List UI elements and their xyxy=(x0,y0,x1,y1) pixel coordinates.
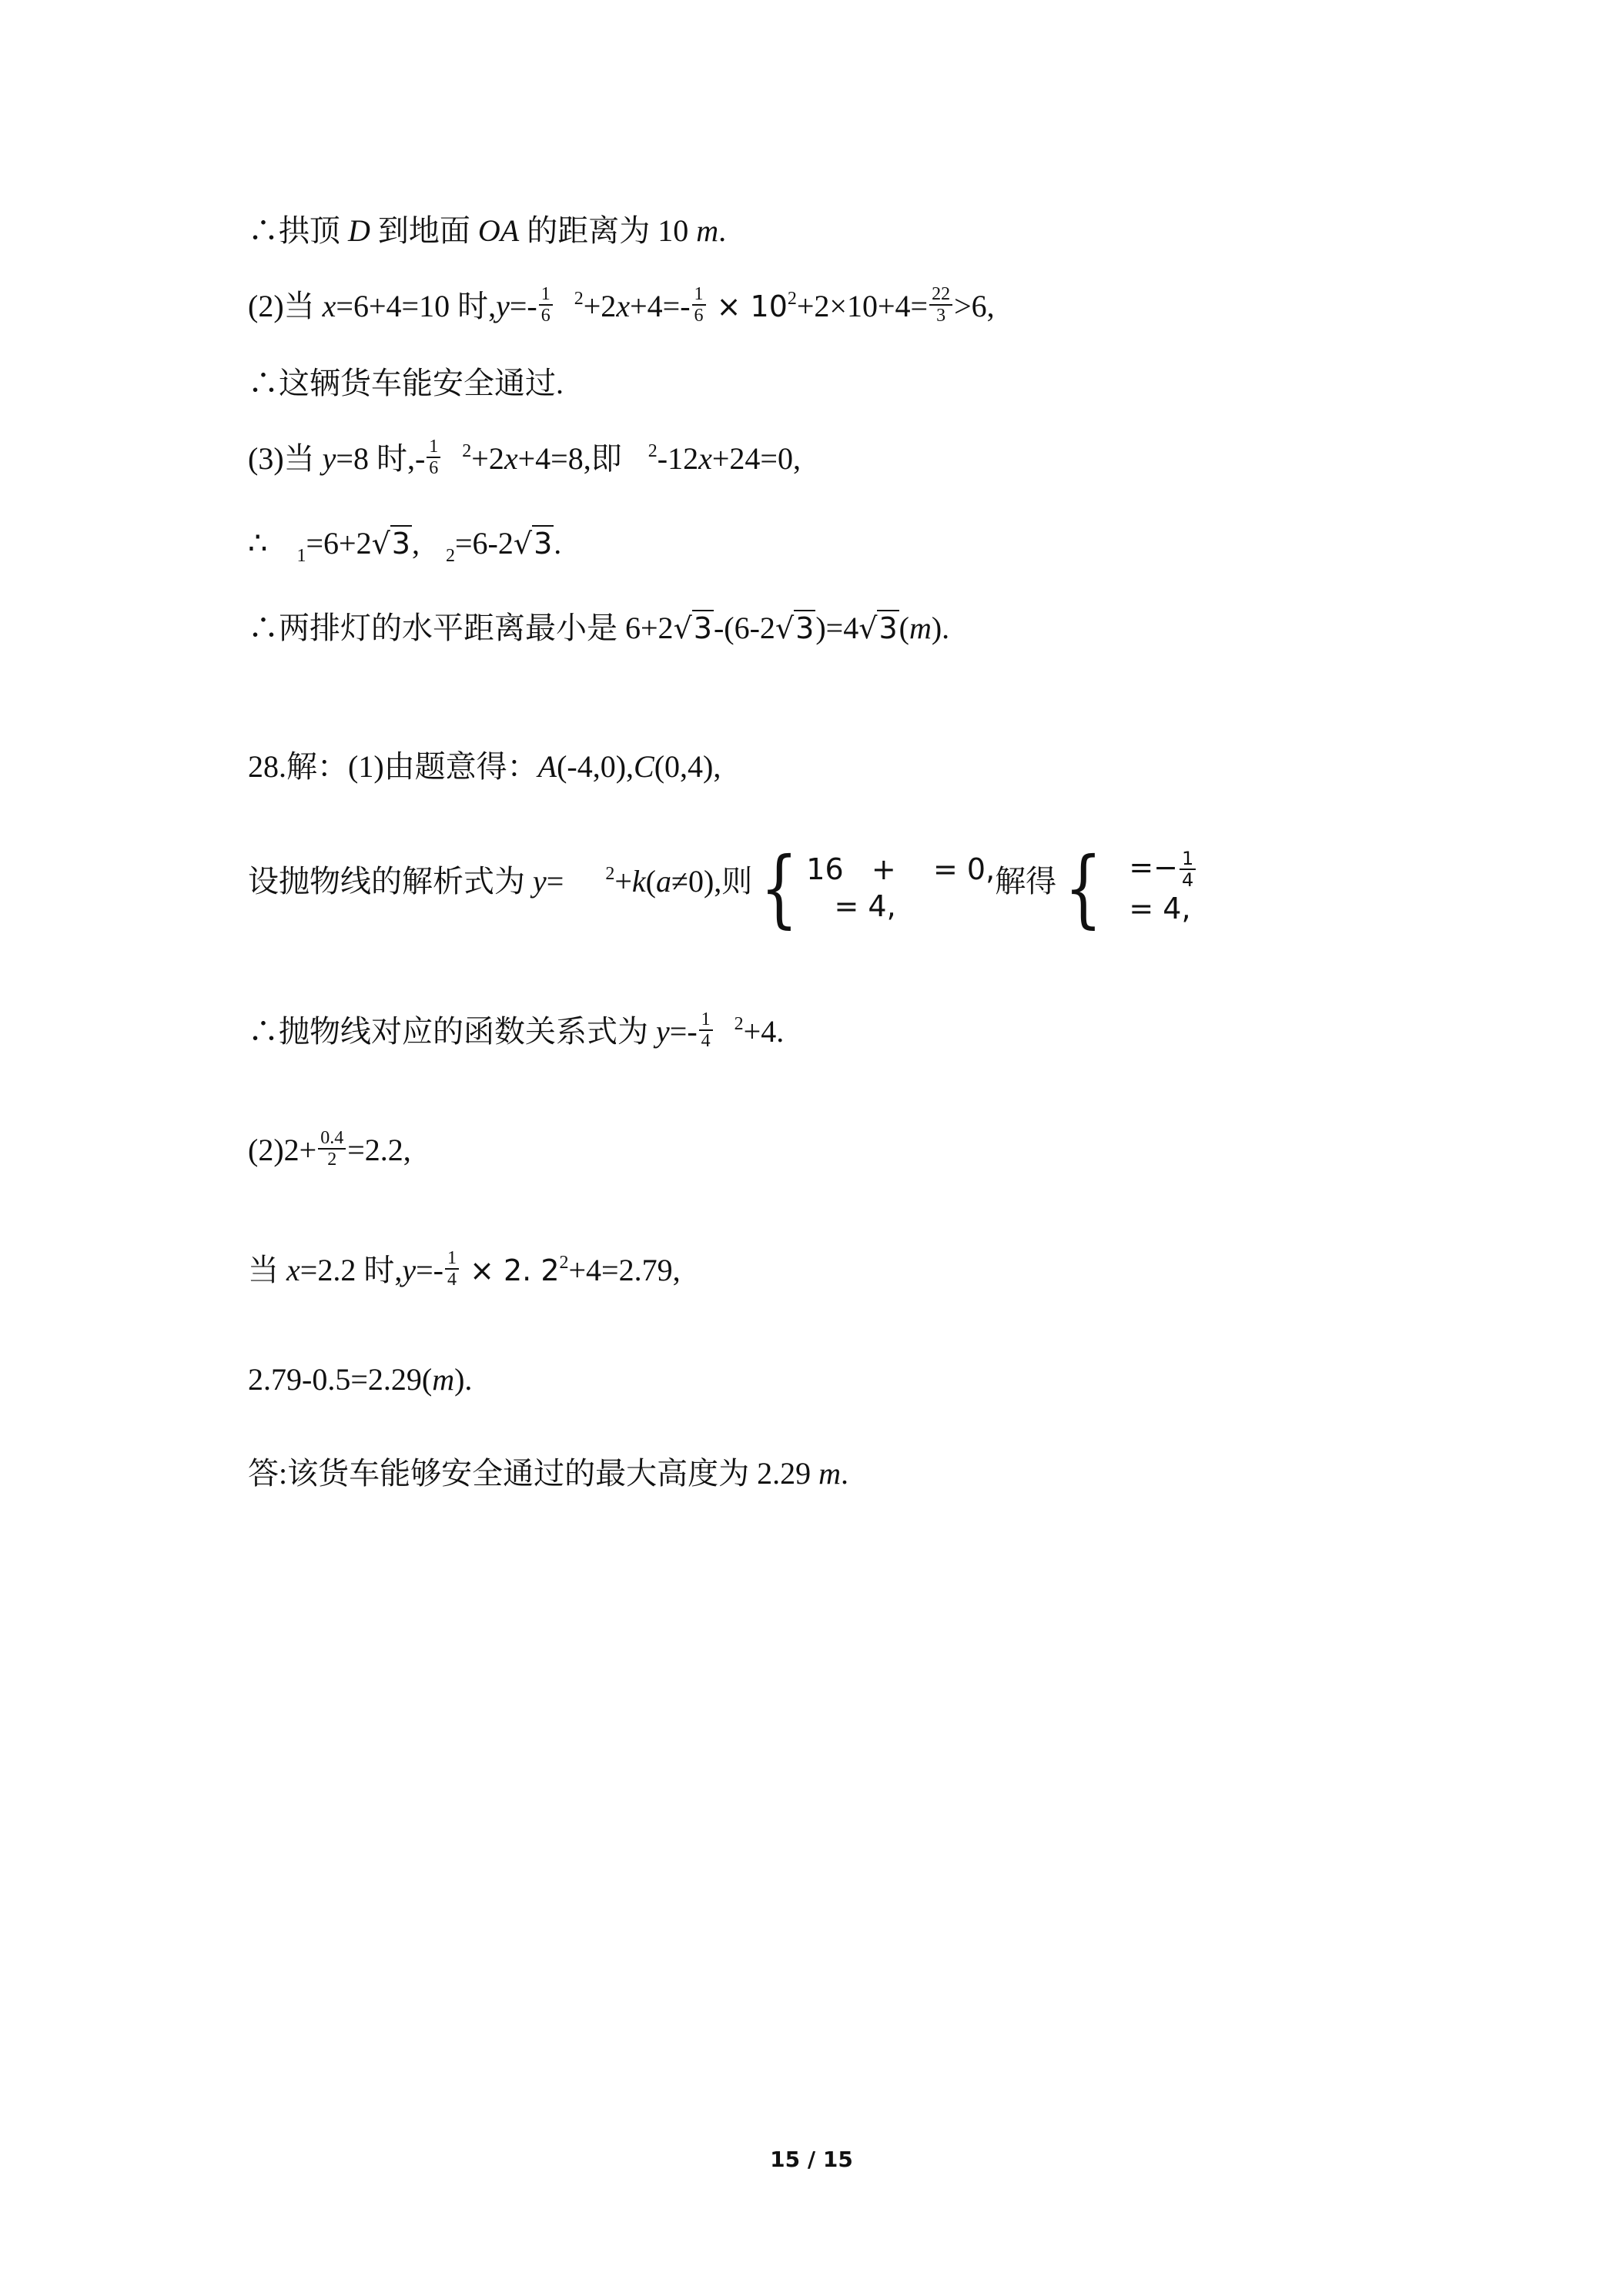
text: =2.2, xyxy=(347,1133,411,1167)
fraction: $\frac{22}{3}$ xyxy=(929,284,952,326)
equation-system: { =− $\frac{1}{4}$ = 4, xyxy=(1056,842,1197,927)
var: x xyxy=(698,441,712,476)
text: =- xyxy=(669,1014,698,1049)
text: +2 xyxy=(583,289,617,323)
var: C xyxy=(634,749,654,784)
fraction: $\frac{1}{6}$ xyxy=(692,284,706,326)
text: . xyxy=(554,526,562,561)
var: y xyxy=(402,1253,417,1287)
text: =2.2 时, xyxy=(300,1253,403,1287)
text-line xyxy=(248,610,949,647)
text-line xyxy=(248,213,726,249)
text: -12 xyxy=(657,441,699,476)
page-number: 15 / 15 xyxy=(770,2147,853,2172)
subscript: 2 xyxy=(445,546,455,566)
text-line xyxy=(248,1009,785,1056)
text: =- xyxy=(416,1253,443,1287)
sqrt: √3 xyxy=(513,527,553,561)
text-line xyxy=(248,748,721,785)
text: +2×10+4= xyxy=(796,289,929,323)
unit: m xyxy=(696,213,719,248)
math: × 2. 2 xyxy=(460,1253,560,1287)
unit: m xyxy=(432,1362,455,1397)
var: y xyxy=(656,1014,670,1049)
sqrt: √3 xyxy=(673,611,712,645)
text: . xyxy=(841,1456,849,1491)
text: ( xyxy=(899,611,909,645)
fraction: $\frac{0.4}{2}$ xyxy=(318,1128,346,1170)
exponent: 2 xyxy=(787,289,797,309)
text: +4=- xyxy=(630,289,691,323)
text: ∴ xyxy=(248,526,276,561)
text-line xyxy=(248,436,801,483)
text: 解得 xyxy=(995,864,1057,899)
text-line xyxy=(248,1361,472,1398)
text: -(6-2 xyxy=(713,611,775,645)
text: 当 xyxy=(248,1253,286,1287)
exponent: 2 xyxy=(462,441,472,461)
text-line xyxy=(248,1455,848,1492)
var: y xyxy=(496,289,510,323)
text: 到地面 xyxy=(370,213,478,248)
text: . xyxy=(718,213,727,248)
text-line xyxy=(248,838,1197,937)
text: =6-2 xyxy=(454,526,514,561)
sqrt: √3 xyxy=(775,611,815,645)
exponent: 2 xyxy=(734,1014,744,1034)
text: =6+4=10 时, xyxy=(336,289,497,323)
text: +4=8,即 xyxy=(517,441,630,476)
var: x xyxy=(322,289,336,323)
text: =- xyxy=(509,289,537,323)
text: ). xyxy=(931,611,950,645)
text: = xyxy=(546,864,572,899)
text: ∴抛物线对应的函数关系式为 xyxy=(248,1014,656,1049)
sqrt: √3 xyxy=(371,527,410,561)
text-line xyxy=(248,1247,681,1294)
text: , xyxy=(411,526,427,561)
text: 答:该货车能够安全通过的最大高度为 2.29 xyxy=(248,1456,819,1491)
var: k xyxy=(631,864,646,899)
text: 设抛物线的解析式为 xyxy=(248,864,533,899)
text: )=4 xyxy=(815,611,859,645)
text: +2 xyxy=(471,441,504,476)
var: x xyxy=(504,441,518,476)
text: ( xyxy=(645,864,656,899)
var: x xyxy=(286,1253,300,1287)
text-line xyxy=(248,525,561,567)
text: (2)2+ xyxy=(248,1133,317,1167)
text: ∴两排灯的水平距离最小是 6+2 xyxy=(248,611,674,645)
text: =6+2 xyxy=(306,526,372,561)
var: D xyxy=(348,213,370,248)
exponent: 2 xyxy=(648,441,658,461)
exponent: 2 xyxy=(605,864,615,884)
text: ). xyxy=(454,1362,473,1397)
text-line xyxy=(248,1127,411,1174)
text: + xyxy=(614,864,632,899)
text-line xyxy=(248,283,995,330)
text: (-4,0), xyxy=(557,749,634,784)
text-line xyxy=(248,365,564,402)
text: 28.解：(1)由题意得： xyxy=(248,749,538,784)
text: ∴拱顶 xyxy=(248,213,348,248)
text: ≠0),则 xyxy=(671,864,753,899)
sqrt: √3 xyxy=(858,611,898,645)
fraction: $\frac{1}{6}$ xyxy=(427,437,440,478)
var: x xyxy=(616,289,631,323)
text: (0,4), xyxy=(654,749,721,784)
unit: m xyxy=(818,1456,842,1491)
var: A xyxy=(537,749,557,784)
text: ∴这辆货车能安全通过. xyxy=(248,366,564,400)
fraction: $\frac{1}{6}$ xyxy=(539,284,553,326)
text: +4=2.79, xyxy=(568,1253,681,1287)
var: y xyxy=(533,864,547,899)
fraction: $\frac{1}{4}$ xyxy=(699,1009,713,1051)
var: OA xyxy=(477,213,520,248)
text: +24=0, xyxy=(711,441,801,476)
equation-system: { 16 + = 0, = 4, xyxy=(760,838,996,937)
text: >6, xyxy=(954,289,995,323)
subscript: 1 xyxy=(296,546,306,566)
fraction: $\frac{1}{4}$ xyxy=(445,1248,459,1290)
text: 的距离为 10 xyxy=(519,213,697,248)
exponent: 2 xyxy=(559,1253,569,1273)
var: y xyxy=(322,441,336,476)
unit: m xyxy=(909,611,932,645)
text: 2.79-0.5=2.29( xyxy=(248,1362,433,1397)
text: (2)当 xyxy=(248,289,323,323)
var: a xyxy=(655,864,671,899)
math: × 10 xyxy=(707,290,788,323)
exponent: 2 xyxy=(574,289,584,309)
text: (3)当 xyxy=(248,441,323,476)
text: =8 时,- xyxy=(336,441,426,476)
text: +4. xyxy=(743,1014,785,1049)
